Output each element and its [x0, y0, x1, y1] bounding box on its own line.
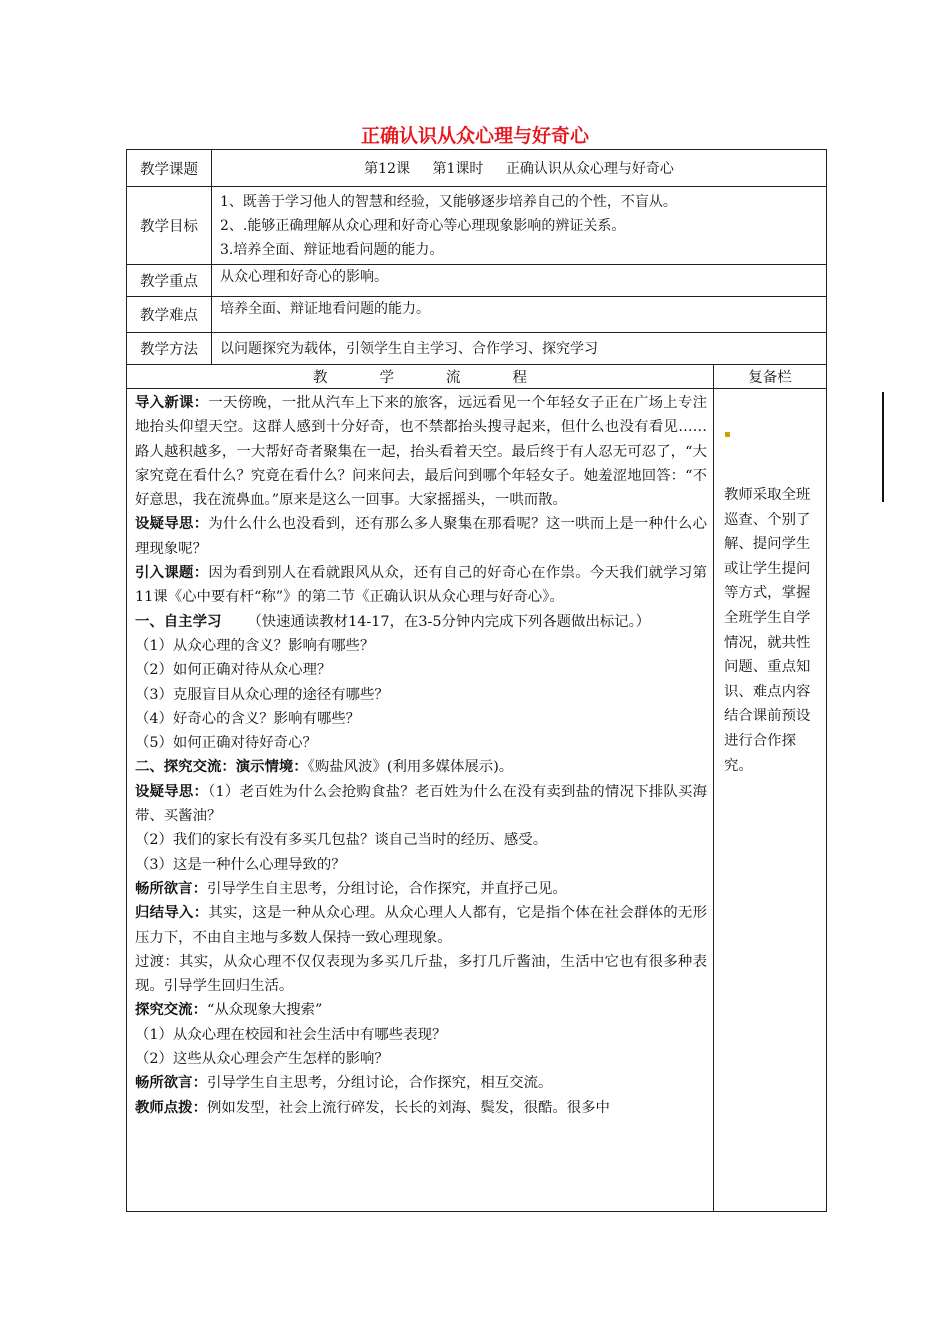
self-study-heading: 一、自主学习 （快速通读教材14-17，在3-5分钟内完成下列各题做出标记。） [135, 612, 651, 630]
row-goals [127, 187, 827, 265]
goals-value [212, 187, 827, 265]
self-study-question: （3）克服盲目从众心理的途径有哪些？ [135, 686, 389, 703]
search-question: （2）这些从众心理会产生怎样的影响？ [135, 1051, 389, 1068]
feedback-header: 复备栏 [714, 365, 827, 389]
discussion-paragraph: 畅所欲言：引导学生自主思考，分组讨论，合作探究，相互交流。 [135, 1074, 553, 1092]
row-topic [127, 150, 827, 187]
row-flow-header [127, 365, 827, 389]
difficulty-value: 培养全面、辩证地看问题的能力。 [212, 297, 827, 333]
row-method [127, 333, 827, 365]
key-point-value: 从众心理和好奇心的影响。 [212, 265, 827, 297]
flow-header [127, 365, 714, 389]
explore-question: （3）这是一种什么心理导致的？ [135, 856, 346, 873]
self-study-question: （1）从众心理的含义？影响有哪些？ [135, 637, 375, 654]
explore-question: 设疑导思：（1）老百姓为什么会抢购食盐？老百姓为什么在没有卖到盐的情况下排队买海带、买酱油？ [135, 782, 707, 825]
difficulty-label: 教学难点 [127, 297, 212, 333]
teacher-tip-paragraph: 教师点拨：例如发型，社会上流行碎发，长长的刘海、鬓发，很酷。很多中 [135, 1098, 610, 1116]
goal-item: 1、既善于学习他人的智慧和经验，又能够逐步培养自己的个性，不盲从。 [220, 193, 677, 210]
row-key-point [127, 265, 827, 297]
topic-label: 教学课题 [127, 150, 212, 187]
row-flow-body [127, 389, 827, 1212]
mark-dot: ▪ [724, 429, 731, 440]
topic-value [212, 150, 827, 187]
search-question: （1）从众心理在校园和社会生活中有哪些表现？ [135, 1026, 447, 1043]
transition-paragraph: 过渡：其实，从众心理不仅仅表现为多买几斤盐，多打几斤酱油，生活中它也有很多种表现。引导学生回归生活。 [135, 953, 707, 995]
self-study-question: （5）如何正确对待好奇心？ [135, 735, 317, 752]
explore-question: （2）我们的家长有没有多买几包盐？谈自己当时的经历、感受。 [135, 832, 548, 849]
flow-header-char: 程 [512, 370, 527, 386]
explore-heading: 二、探究交流：演示情境：《购盐风波》(利用多媒体展示)。 [135, 758, 514, 776]
lesson-plan-table [126, 149, 827, 1212]
flow-content [127, 389, 714, 1212]
discussion-paragraph: 畅所欲言：引导学生自主思考，分组讨论，合作探究，并直抒己见。 [135, 879, 567, 897]
goal-item: 2、.能够正确理解从众心理和好奇心等心理现象影响的辨证关系。 [220, 217, 626, 234]
key-point-label: 教学重点 [127, 265, 212, 297]
flow-header-char: 学 [379, 370, 394, 386]
topic-intro-paragraph: 引入课题：因为看到别人在看就跟风从众，还有自己的好奇心在作祟。今天我们就学习第11课《心中要有杆“称”》的第二节《正确认识从众心理与好奇心》。 [135, 564, 707, 606]
margin-rule [882, 392, 884, 502]
method-label: 教学方法 [127, 333, 212, 365]
feedback-note: 教师采取全班巡查、个别了解、提问学生或让学生提问等方式，掌握全班学生自学情况，就共性问题、重点知识、难点内容结合课前预设进行合作探究。 [724, 487, 811, 774]
row-difficulty [127, 297, 827, 333]
self-study-question: （2）如何正确对待从众心理？ [135, 662, 332, 679]
goal-item: 3.培养全面、辩证地看问题的能力。 [220, 241, 444, 258]
intro-paragraph: 导入新课：一天傍晚，一批从汽车上下来的旅客，远远看见一个年轻女子正在广场上专注地抬头仰望天空。这群人感到十分好奇，也不禁都抬头搜寻起来，但什么也没有看见……路人越积越多，一大帮好奇者聚集在一起，抬头看着天空。最后终于有人忍无可忍了，“大家究竟在看什么？究竟在看什么？问来问去，最后问到哪个年轻女子。她羞涩地回答：“不好意思，我在流鼻血。”原来是这么一回事。大家摇摇头，一哄而散。 [135, 394, 707, 509]
lesson-number: 第12课 [364, 161, 410, 177]
page-title: 正确认识从众心理与好奇心 [360, 125, 589, 147]
goals-label: 教学目标 [127, 187, 212, 265]
flow-header-char: 流 [446, 370, 461, 386]
search-heading: 探究交流：“从众现象大搜索” [135, 1001, 323, 1019]
summary-paragraph: 归结导入：其实，这是一种从众心理。从众心理人人都有，它是指个体在社会群体的无形压力下，不由自主地与多数人保持一致心理现象。 [135, 904, 707, 946]
lesson-name: 正确认识从众心理与好奇心 [505, 161, 674, 177]
flow-header-char: 教 [313, 370, 328, 386]
feedback-column [714, 389, 827, 1212]
lesson-period: 第1课时 [432, 161, 484, 177]
question-paragraph: 设疑导思：为什么什么也没看到，还有那么多人聚集在那看呢？这一哄而上是一种什么心理现象呢？ [135, 515, 707, 557]
self-study-question: （4）好奇心的含义？影响有哪些？ [135, 710, 361, 727]
method-value: 以问题探究为载体，引领学生自主学习、合作学习、探究学习 [212, 333, 827, 365]
